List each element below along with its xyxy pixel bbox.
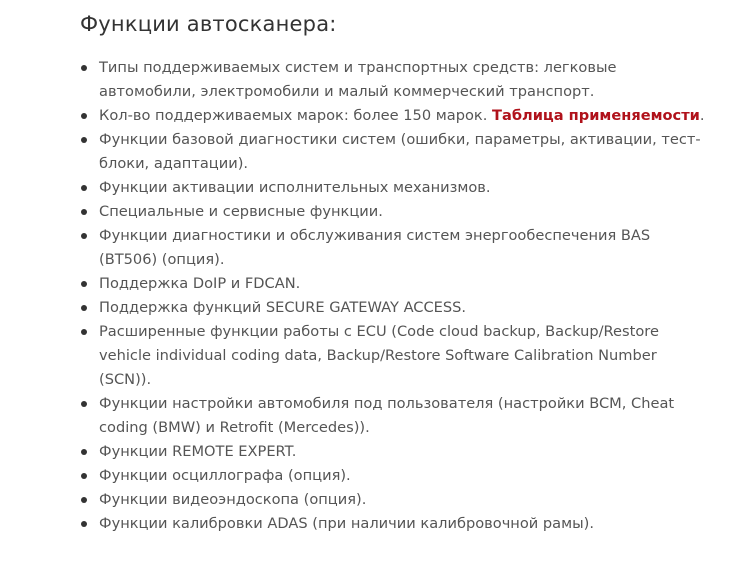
- list-item-text: Функции видеоэндоскопа (опция).: [99, 491, 367, 508]
- list-item: [80, 176, 710, 200]
- list-item-text: Функции активации исполнительных механизмов.: [99, 179, 491, 196]
- list-item: [80, 488, 710, 512]
- section-heading: Функции автосканера:: [80, 12, 337, 36]
- list-item-text: Функции базовой диагностики систем (ошибки, параметры, активации, тест-блоки, адаптации).: [99, 131, 701, 172]
- list-item-text: Специальные и сервисные функции.: [99, 203, 383, 220]
- list-item-text: Кол-во поддерживаемых марок: более 150 марок.: [99, 107, 493, 124]
- list-item: [80, 440, 710, 464]
- list-item-text: Поддержка функций SECURE GATEWAY ACCESS.: [99, 299, 467, 316]
- list-item: [80, 512, 710, 536]
- list-item: [80, 296, 710, 320]
- feature-list: [80, 56, 710, 536]
- list-item: [80, 128, 710, 176]
- list-item: [80, 272, 710, 296]
- list-item-text: Функции калибровки ADAS (при наличии калибровочной рамы).: [99, 515, 594, 532]
- list-item-text: Функции настройки автомобиля под пользователя (настройки BCM, Cheat coding (BMW) и Retrofit (Mercedes)).: [99, 395, 675, 436]
- list-item: [80, 200, 710, 224]
- list-item: [80, 464, 710, 488]
- feature-section: [80, 8, 710, 536]
- list-item: [80, 392, 710, 440]
- list-item: [80, 224, 710, 272]
- list-item: [80, 104, 710, 128]
- list-item: [80, 56, 710, 104]
- list-item-text: Функции диагностики и обслуживания систем энергообеспечения BAS (BT506) (опция).: [99, 227, 651, 268]
- list-item-text: Функции осциллографа (опция).: [99, 467, 351, 484]
- list-item-text: Расширенные функции работы с ECU (Code cloud backup, Backup/Restore vehicle individual coding data, Backup/Restore Software Calibration Number (SCN)).: [99, 323, 659, 388]
- list-item-text: .: [699, 107, 705, 124]
- applicability-table-link[interactable]: Таблица применяемости: [492, 107, 700, 124]
- list-item-text: Типы поддерживаемых систем и транспортных средств: легковые автомобили, электромобили и малый коммерческий транспорт.: [99, 59, 617, 100]
- list-item-text: Функции REMOTE EXPERT.: [99, 443, 297, 460]
- list-item-text: Поддержка DoIP и FDCAN.: [99, 275, 301, 292]
- list-item: [80, 320, 710, 392]
